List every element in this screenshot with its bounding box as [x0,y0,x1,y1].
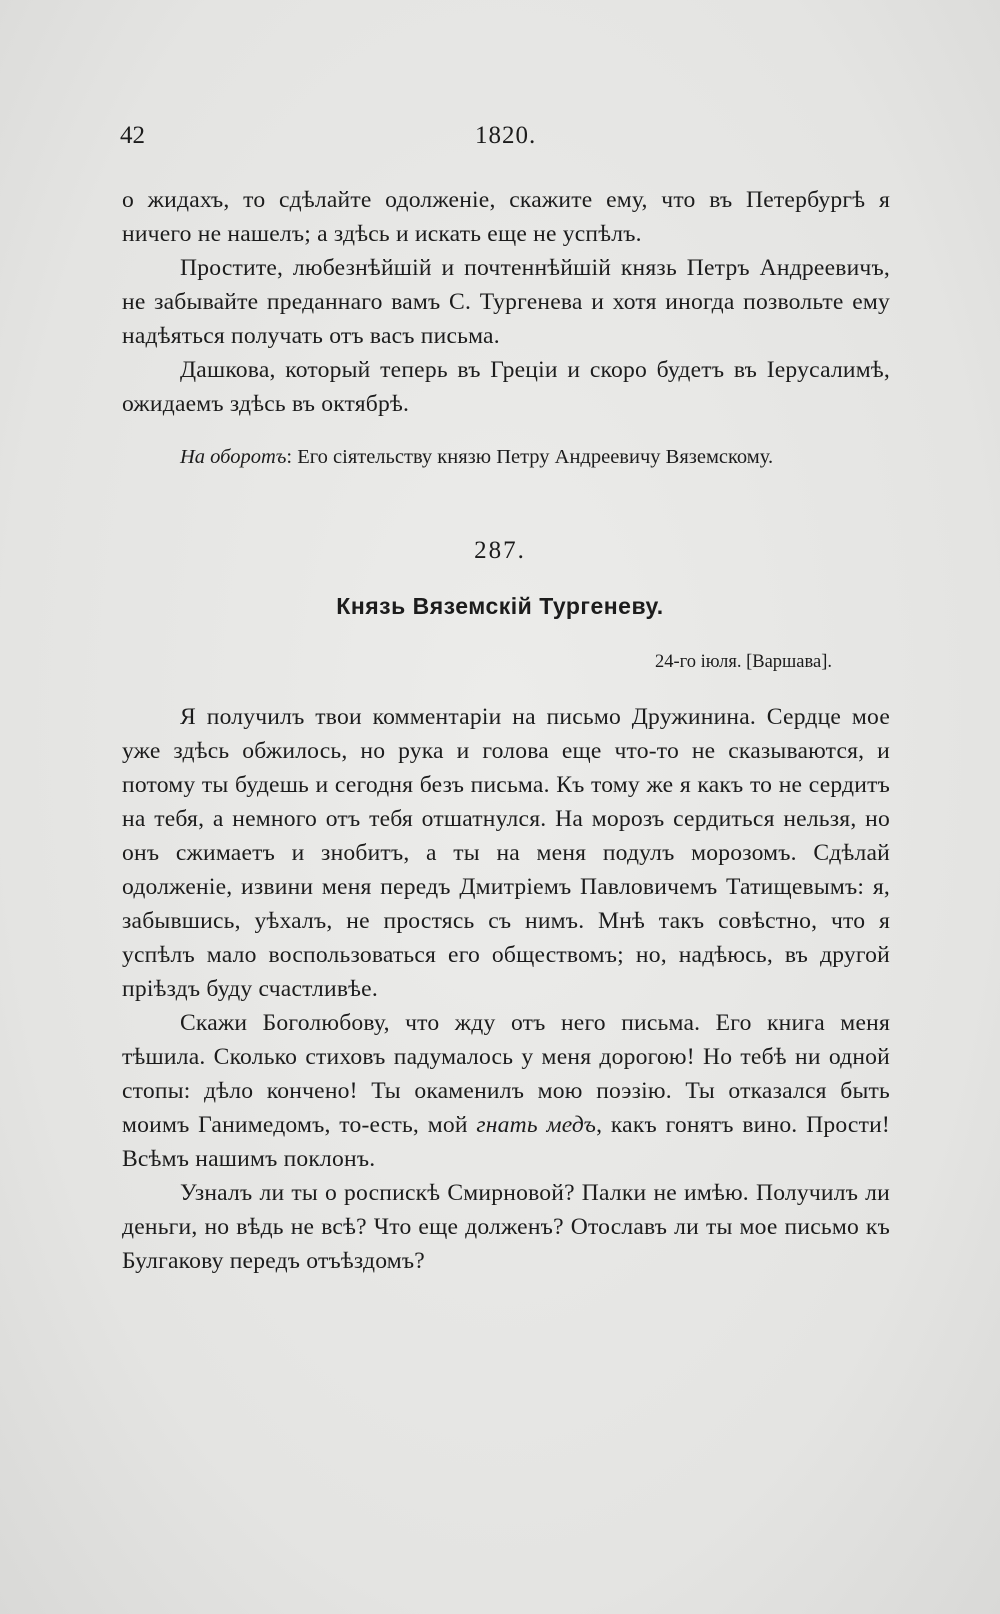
paragraph: Простите, любезнѣйшій и почтеннѣйшій князь Петръ Андреевичъ, не забывайте преданнаго вамъ С. Тургенева и хотя иногда позвольте ему надѣяться получать отъ васъ письма. [122,255,890,349]
running-title-year: 1820. [475,122,537,149]
paragraph [122,1006,890,1176]
paragraph: Я получилъ твои комментаріи на письмо Дружинина. Сердце мое уже здѣсь обжилось, но рука и голова еще что-то не сказываются, и потому ты будешь и сегодня безъ письма. Къ тому же я какъ то не сердитъ на тебя, а немного отъ тебя отшатнулся. На морозъ сердиться нельзя, но онъ сжимаетъ и знобитъ, а ты на меня подулъ морозомъ. Сдѣлай одолженіе, извини меня передъ Дмитріемъ Павловичемъ Татищевымъ: я, забывшись, уѣхалъ, не простясь съ нимъ. Мнѣ такъ совѣстно, что я успѣлъ мало воспользоваться его обществомъ; но, надѣюсь, въ другой пріѣздъ буду счастливѣе. [122,704,890,1002]
paragraph: Узналъ ли ты о роспискѣ Смирновой? Палки не имѣю. Получилъ ли деньги, но вѣдь не всѣ? Что еще долженъ? Отославъ ли ты мое письмо къ Булгакову передъ отъѣздомъ? [122,1180,890,1274]
letter-title: Князь Вяземскій Тургеневу. [336,593,664,619]
paragraph: о жидахъ, то сдѣлайте одолженіе, скажите ему, что въ Петербургѣ я ничего не нашелъ; а здѣсь и искать еще не успѣлъ. [122,187,890,247]
letter-body [122,700,890,1278]
paragraph-text-tail: , какъ гонятъ вино. Прости! Всѣмъ нашимъ поклонъ. [122,1112,890,1172]
address-line [122,442,890,472]
paragraph-text: Скажи Боголюбову, что жду отъ него письма. Его книга меня тѣшила. Сколько стиховъ падумалось у меня дорогою! Но тебѣ ни одной стопы: дѣло кончено! Ты окаменилъ мою поэзію. Ты отказался быть моимъ Ганимедомъ, то-есть, мой [122,1010,890,1138]
letter-number: 287. [474,537,526,564]
continuation-text [122,183,890,421]
page-number: 42 [120,122,145,149]
address-text: : Его сіятельству князю Петру Андреевичу Вяземскому. [286,446,774,468]
address-label: На оборотъ [180,446,287,468]
letter-dateline: 24-го іюля. [Варшава]. [654,652,832,672]
italic-phrase: гнать медъ [476,1112,597,1138]
running-header [120,122,890,162]
paragraph: Дашкова, который теперь въ Греціи и скоро будетъ въ Іерусалимѣ, ожидаемъ здѣсь въ октябрѣ. [122,357,890,417]
